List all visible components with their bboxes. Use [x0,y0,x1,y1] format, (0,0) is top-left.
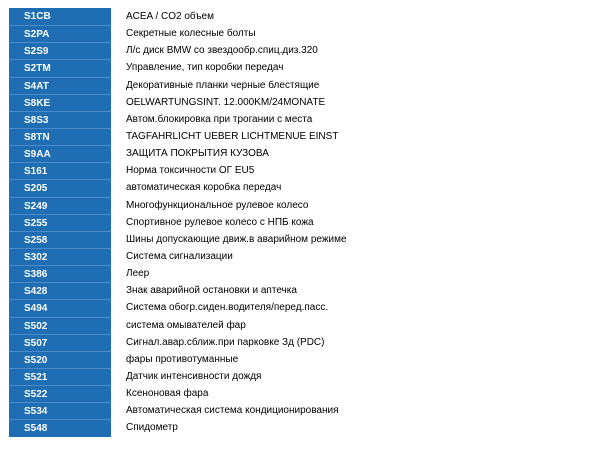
option-description: Спортивное рулевое колесо с НПБ кожа [126,216,314,228]
option-row [9,231,569,248]
option-code: S161 [9,162,111,179]
option-code: S494 [9,299,111,316]
option-row [9,25,569,42]
option-description: Автоматическая система кондиционирования [126,405,339,417]
option-description: Л/с диск BMW со звездообр.спиц.диз.320 [126,45,318,57]
option-description: Многофункциональное рулевое колесо [126,199,309,211]
option-code: S9AA [9,145,111,162]
option-description: ЗАЩИТА ПОКРЫТИЯ КУЗОВА [126,148,269,160]
option-row [9,77,569,94]
option-code: S8KE [9,94,111,111]
option-code: S534 [9,402,111,419]
option-description: Датчик интенсивности дождя [126,370,262,382]
option-code: S258 [9,231,111,248]
option-description: Спидометр [126,422,178,434]
option-row [9,317,569,334]
option-description: Автом.блокировка при трогании с места [126,113,313,125]
options-table [9,8,569,437]
option-row [9,419,569,436]
option-description: Ксеноновая фара [126,388,209,400]
option-row [9,334,569,351]
option-code: S502 [9,317,111,334]
option-row [9,145,569,162]
option-description: Знак аварийной остановки и аптечка [126,285,297,297]
option-description: ACEA / CO2 объем [126,11,214,22]
option-row [9,197,569,214]
option-description: Система сигнализации [126,250,233,262]
option-row [9,299,569,316]
option-code: S2TM [9,59,111,76]
option-description: Леер [126,268,150,280]
option-code: S386 [9,265,111,282]
option-row [9,59,569,76]
option-description: Декоративные планки черные блестящие [126,79,320,91]
option-row [9,128,569,145]
option-description: система омывателей фар [126,319,246,331]
option-row [9,111,569,128]
option-row [9,162,569,179]
option-description: Шины допускающие движ.в аварийном режиме [126,233,347,245]
option-code: S521 [9,368,111,385]
option-row [9,402,569,419]
option-description: Система обогр.сиден.водителя/перед.пасс. [126,302,329,314]
option-description: фары противотуманные [126,353,239,365]
option-code: S2S9 [9,42,111,59]
option-code: S255 [9,214,111,231]
option-row [9,248,569,265]
option-row [9,42,569,59]
option-code: S302 [9,248,111,265]
option-description: автоматическая коробка передач [126,182,282,194]
option-description: Управление, тип коробки передач [126,62,284,74]
option-code: S249 [9,197,111,214]
option-row [9,179,569,196]
option-row [9,8,569,25]
option-code: S2PA [9,25,111,42]
option-row [9,265,569,282]
option-code: S520 [9,351,111,368]
option-code: S205 [9,179,111,196]
option-description: TAGFAHRLICHT UEBER LICHTMENUE EINST [126,130,339,142]
option-description: Секретные колесные болты [126,28,256,40]
option-row [9,282,569,299]
option-row [9,351,569,368]
option-row [9,368,569,385]
option-code: S4AT [9,77,111,94]
option-code: S8TN [9,128,111,145]
option-code: S1CB [9,8,111,25]
option-row [9,214,569,231]
option-code: S8S3 [9,111,111,128]
option-description: Норма токсичности ОГ EU5 [126,165,255,177]
option-code: S522 [9,385,111,402]
option-description: Сигнал.авар.сближ.при парковке Зд (PDC) [126,336,325,348]
option-code: S548 [9,419,111,436]
option-row [9,385,569,402]
option-code: S428 [9,282,111,299]
option-code: S507 [9,334,111,351]
option-row [9,94,569,111]
option-description: OELWARTUNGSINT. 12.000KM/24MONATE [126,96,326,108]
